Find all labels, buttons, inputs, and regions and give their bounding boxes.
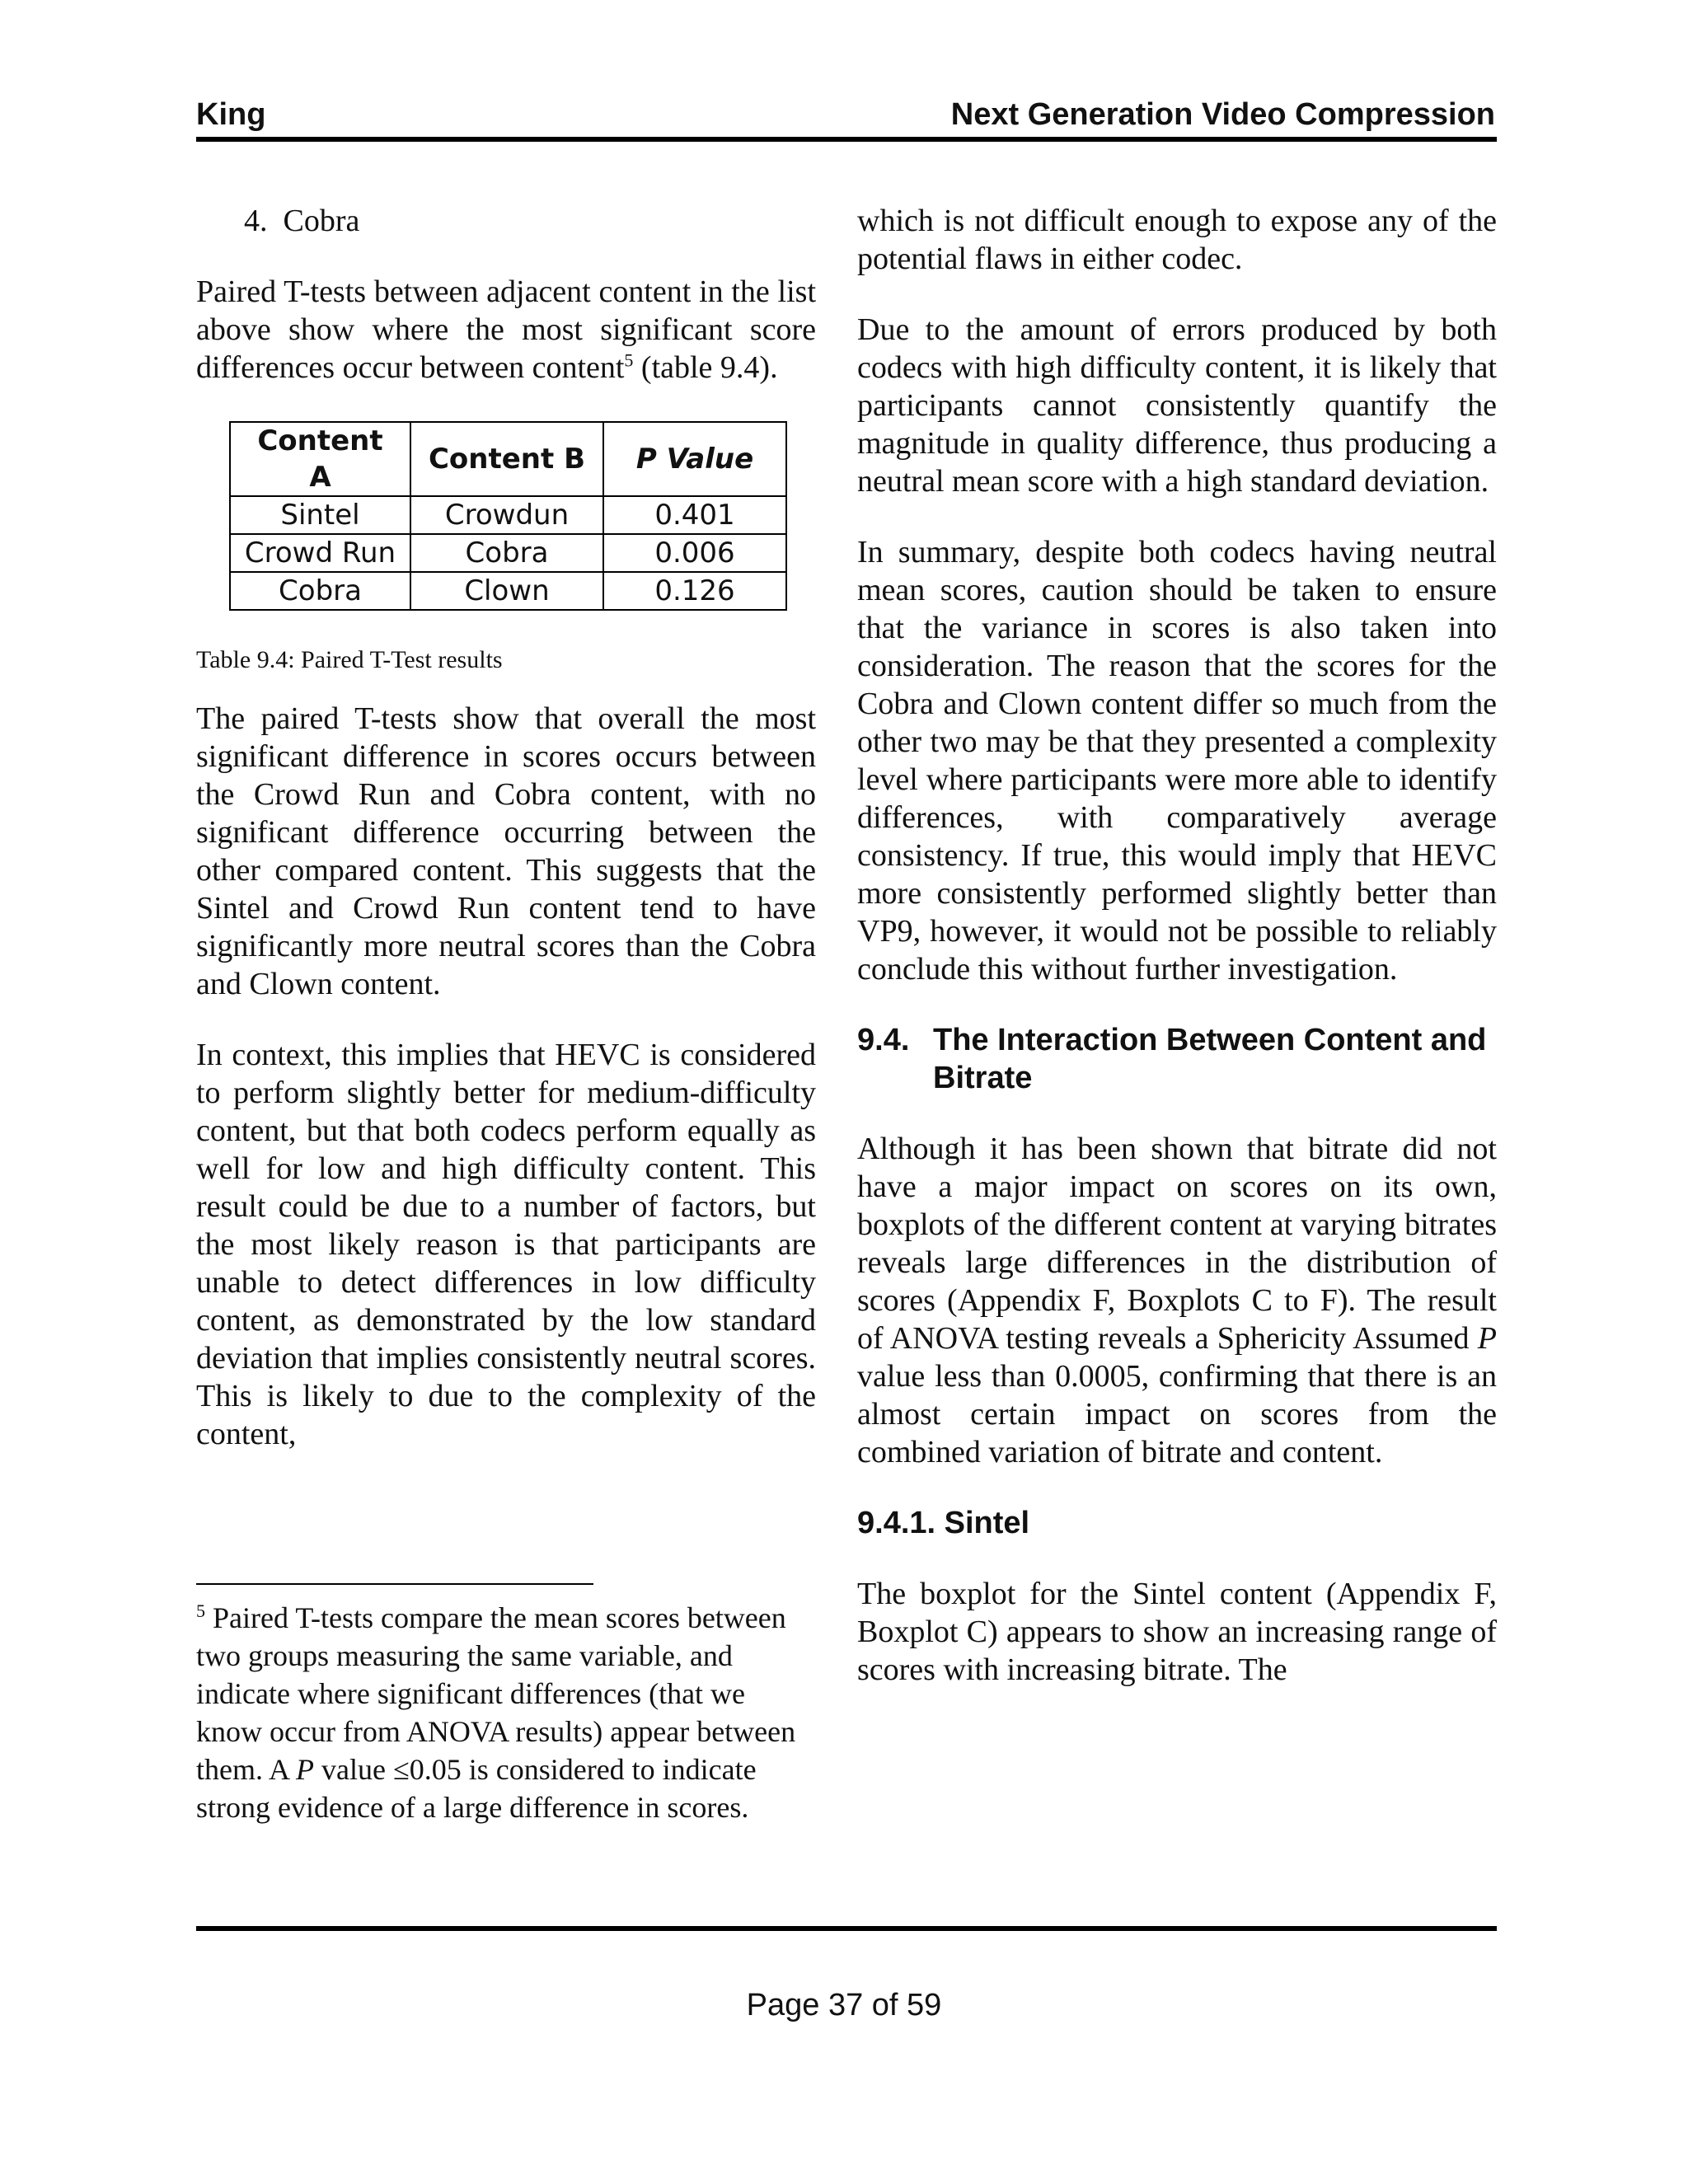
- section-heading: [857, 1021, 1497, 1097]
- p-value-header: P Value: [635, 443, 754, 476]
- paragraph: Due to the amount of errors produced by both codecs with high difficulty content, it is likely that participants cannot consistently quantify the magnitude in quality difference, thus producing a neutral mean score with a high standard deviation.: [857, 312, 1497, 499]
- footnote-text-end: value ≤0.05 is considered to indicate strong evidence of a large difference in scores.: [196, 1753, 757, 1824]
- table-row: [230, 496, 786, 534]
- column-header: [603, 422, 786, 496]
- table-caption: Table 9.4: Paired T-Test results: [196, 646, 503, 673]
- section-title: The Interaction Between Content and Bitrate: [933, 1023, 1487, 1095]
- table-cell: 0.006: [603, 534, 786, 572]
- paragraph: which is not difficult enough to expose any of the potential flaws in either codec.: [857, 204, 1497, 276]
- paragraph-text: Although it has been shown that bitrate did not have a major impact on scores on its own, boxplots of the different content at varying bitrates reveals large differences in the distribution of scores (Appendix F, Boxplots C to F). The result of ANOVA testing reveals a Sphericity Assumed: [857, 1132, 1497, 1356]
- table-cell: Cobra: [230, 572, 410, 610]
- paragraph: The paired T-tests show that overall the most significant difference in scores occurs between the Crowd Run and Cobra content, with no significant difference occurring between the other compared content. This suggests that the Sintel and Crowd Run content tend to have significantly more neutral scores than the Cobra and Clown content.: [196, 701, 816, 1001]
- header-author: King: [196, 97, 266, 132]
- page-header: [196, 97, 1495, 138]
- page-number: Page 37 of 59: [746, 1988, 942, 2022]
- paragraph: [196, 273, 816, 387]
- paragraph: [857, 1130, 1497, 1471]
- footnote-ref: 5: [624, 349, 634, 371]
- table-header-row: [230, 422, 786, 496]
- table-cell: 0.126: [603, 572, 786, 610]
- paragraph-text-end: value less than 0.0005, confirming that there is an almost certain impact on scores from the combined variation of bitrate and content.: [857, 1359, 1497, 1469]
- table-cell: 0.401: [603, 496, 786, 534]
- table-cell: Crowdun: [410, 496, 603, 534]
- p-symbol: P: [1477, 1321, 1497, 1356]
- list-item-number: 4.: [244, 204, 268, 238]
- table-cell: Clown: [410, 572, 603, 610]
- column-header: Content B: [410, 422, 603, 496]
- paragraph: In summary, despite both codecs having neutral mean scores, caution should be taken to ensure that the variance in scores is also taken into consideration. The reason that the scores for the Cobra and Clown content differ so much from the other two may be that they presented a complexity level where participants were more able to identify differences, with comparatively average consistency. If true, this would imply that HEVC more consistently performed slightly better than VP9, however, it would not be possible to reliably conclude this without further investigation.: [857, 535, 1497, 987]
- footnote-number: 5: [196, 1601, 205, 1621]
- table-cell: Crowd Run: [230, 534, 410, 572]
- footnote-text: Paired T-tests compare the mean scores between two groups measuring the same variable, and indicate where significant differences (that we know occur from ANOVA results) appear between them. A: [196, 1601, 796, 1786]
- paragraph: The boxplot for the Sintel content (Appendix F, Boxplot C) appears to show an increasing range of scores with increasing bitrate. The: [857, 1577, 1497, 1687]
- paragraph: In context, this implies that HEVC is considered to perform slightly better for medium-difficulty content, but that both codecs perform equally as well for low and high difficulty content. This result could be due to a number of factors, but the most likely reason is that participants are unable to detect differences in low difficulty content, as demonstrated by the low standard deviation that implies consistently neutral scores. This is likely to due to the complexity of the content,: [196, 1038, 816, 1451]
- footnote-p-symbol: P: [296, 1753, 315, 1786]
- header-rule: [196, 137, 1497, 142]
- subsection-heading: 9.4.1. Sintel: [857, 1506, 1030, 1540]
- footnote: [196, 1599, 798, 1826]
- footnote-rule: [196, 1583, 593, 1585]
- paired-t-test-table: [229, 421, 787, 611]
- list-item-label: Cobra: [283, 204, 360, 238]
- table-row: [230, 534, 786, 572]
- column-header: Content A: [230, 422, 410, 496]
- left-column: [196, 202, 816, 1486]
- section-number: 9.4.: [857, 1023, 910, 1057]
- right-column: [857, 202, 1497, 1722]
- footer-rule: [196, 1926, 1497, 1931]
- table-cell: Sintel: [230, 496, 410, 534]
- list-item: [196, 202, 816, 240]
- header-title: Next Generation Video Compression: [950, 97, 1495, 132]
- table-cell: Cobra: [410, 534, 603, 572]
- paragraph-text: Paired T-tests between adjacent content in the list above show where the most significant score differences occur between content: [196, 274, 816, 385]
- table-row: [230, 572, 786, 610]
- paragraph-text-end: (table 9.4).: [640, 350, 778, 385]
